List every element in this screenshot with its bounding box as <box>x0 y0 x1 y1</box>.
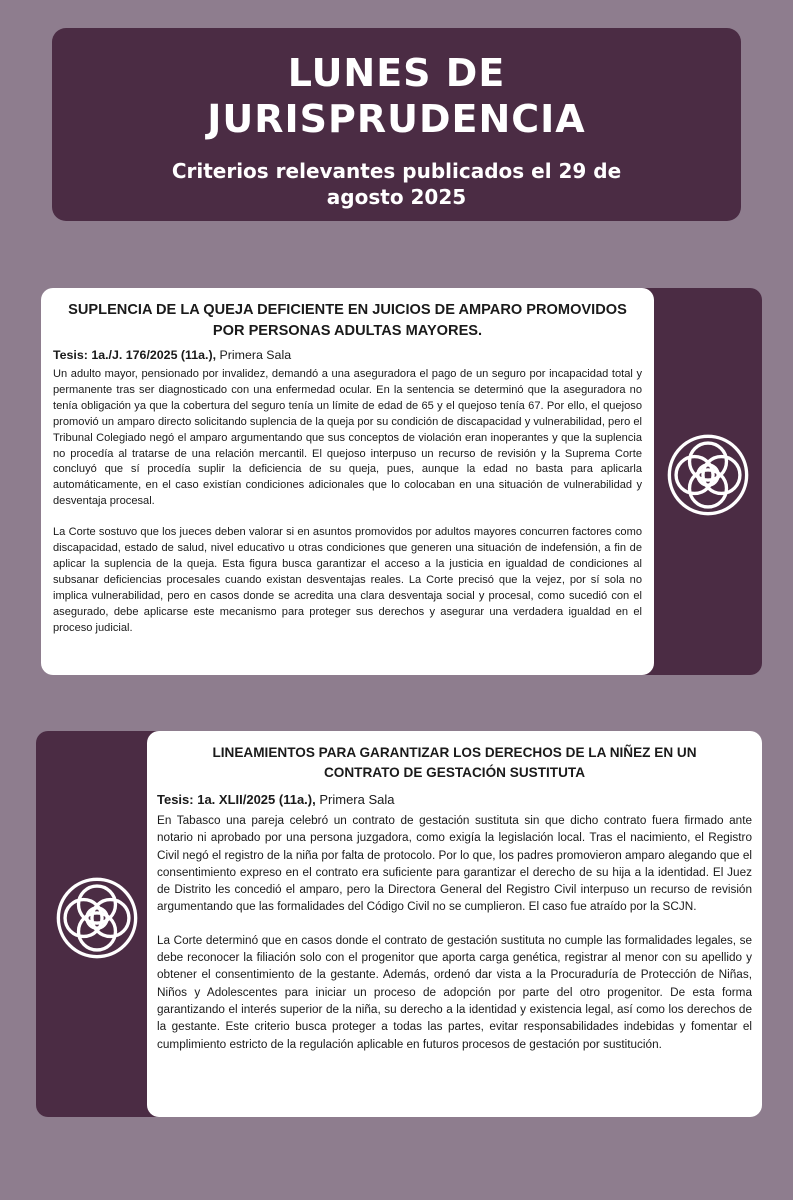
sala-label: Primera Sala <box>315 792 395 807</box>
celtic-knot-icon <box>55 876 139 960</box>
celtic-knot-icon <box>666 433 750 517</box>
sala-label: Primera Sala <box>216 348 292 362</box>
header-banner <box>52 28 741 221</box>
tesis-number: Tesis: 1a./J. 176/2025 (11a.), <box>53 348 217 362</box>
criterion-title: LINEAMIENTOS PARA GARANTIZAR LOS DERECHOS DE LA NIÑEZ EN UN CONTRATO DE GESTACIÓN SUSTITUTA <box>212 745 697 780</box>
page-title: LUNES DE JURISPRUDENCIA <box>207 51 586 141</box>
criterion-card-2 <box>147 731 762 1117</box>
tesis-line <box>53 347 642 363</box>
page-subtitle: Criterios relevantes publicados el 29 de agosto 2025 <box>171 159 622 209</box>
criterion-card-1 <box>41 288 654 675</box>
criterion-paragraph: En Tabasco una pareja celebró un contrato de gestación sustituta sin que dicho contrato fuera firmado ante notario ni aprobado por una persona juzgadora, como exigía la legislación local. Tras el nacimiento, el Registro Civil negó el registro de la niña por falta de protocolo. Por lo que, los padres promovieron amparo alegando que el consentimiento expreso en el contrato era suficiente para garantizar el derecho de su hija a la identidad. El Juez de Distrito les concedió el amparo, pero la Directora General del Registro Civil interpuso un recurso de revisión argumentando que las formalidades del Código Civil no se cumplieron. El caso fue atraído por la SCJN. <box>157 814 752 914</box>
tesis-line <box>157 791 752 809</box>
tesis-number: Tesis: 1a. XLII/2025 (11a.), <box>157 792 316 807</box>
criterion-title: SUPLENCIA DE LA QUEJA DEFICIENTE EN JUICIOS DE AMPARO PROMOVIDOS POR PERSONAS ADULTAS MAYORES. <box>68 302 627 339</box>
criterion-paragraph: La Corte determinó que en casos donde el contrato de gestación sustituta no cumple las formalidades legales, se debe reconocer la filiación solo con el progenitor que aporta carga genética, registrar al menor con su apellido y obtener el consentimiento de la gestante. Además, ordenó dar vista a la Procuraduría de Protección de Niñas, Niños y Adolescentes para iniciar un proceso de adopción por parte del otro progenitor. De esta forma garantizando el interés superior de la niña, su derecho a la identidad y existencia legal, así como los derechos de la gestante. Este criterio busca proteger a todas las partes, evitar responsabilidades indebidas y fomentar el cumplimiento estricto de la regulación aplicable en futuros procesos de gestación por sustitución. <box>157 933 752 1051</box>
criterion-paragraph: La Corte sostuvo que los jueces deben valorar si en asuntos promovidos por adultos mayores concurren factores como discapacidad, estado de salud, nivel educativo u otras condiciones que generen una situación de indefensión, a fin de aplicar la suplencia de la queja. Esta figura busca garantizar el acceso a la justicia en igualdad de condiciones al subsanar deficiencias procesales cuando existan desventajas reales. La Corte precisó que la vejez, por sí sola no implica vulnerabilidad, pero en casos donde se acredita una clara desventaja social y procesal, como sucedió con el asegurado, debe aplicarse este mecanismo para proteger sus derechos y asegurar una verdadera igualdad en el proceso judicial. <box>53 526 642 634</box>
criterion-paragraph: Un adulto mayor, pensionado por invalidez, demandó a una aseguradora el pago de un seguro por incapacidad total y permanente tras ser diagnosticado con una enfermedad ocular. En la sentencia se determinó que la aseguradora no tenía obligación ya que la cobertura del seguro tenía un límite de edad de 65 y el quejoso tenía 67. Por ello, el quejoso promovió un amparo directo solicitando suplencia de la queja por su condición de discapacidad y vulnerabilidad, pero el Tribunal Colegiado negó el amparo argumentando que sus conceptos de violación eran inoperantes y que la suplencia no procedía al tratarse de una relación mercantil. El quejoso interpuso un recurso de revisión y la Suprema Corte concluyó que sí procedía suplir la deficiencia de su queja, pues, aunque la edad no basta para aplicarla automáticamente, en el caso existían condiciones adicionales que lo colocaban en una situación de vulnerabilidad y desventaja procesal. <box>53 368 642 508</box>
